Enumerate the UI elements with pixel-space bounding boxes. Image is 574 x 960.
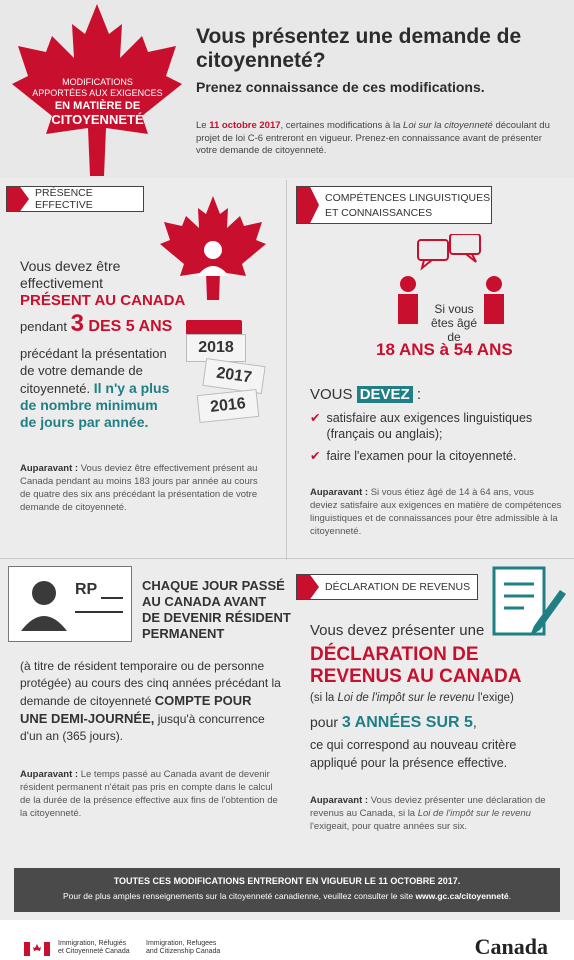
vertical-divider [286,180,287,560]
badge-line: APPORTÉES AUX EXIGENCES [32,88,163,98]
must-part: VOUS [310,386,357,403]
list-item [310,410,564,442]
government-footer [0,920,574,960]
pr-body-part: jusqu'à concurrence d'un an (365 jours). [20,712,265,743]
arrow-icon [297,575,319,599]
tax-line: Vous devez présenter une [310,622,485,639]
age-line: êtes âgé de [430,316,478,344]
canada-flag-icon [24,942,50,956]
arrow-icon [297,187,319,223]
tax-part: pour [310,714,342,730]
footer-info-text: Pour de plus amples renseignements sur la citoyenneté canadienne, veuillez consulter le site [62,891,416,901]
presence-line: PRÉSENT AU CANADA [20,292,186,309]
calendar-year: 2017 [202,358,265,394]
intro-part: Le [196,120,210,131]
list-item-line: (français ou anglais); [326,427,443,441]
pr-body-part: (à titre de résident temporaire ou de personne protégée) au cours des cinq années précédant la demande de citoyenneté [20,659,281,708]
before-text: Si vous étiez âgé de 14 à 64 ans, vous deviez satisfaire aux exigences en matière de compétences linguistiques et de connaissances pour être admissible à la citoyenneté. [310,487,562,537]
document-pen-icon [490,564,568,644]
presence-line: effectivement [20,275,104,291]
presence-line: de votre demande de [20,363,143,378]
list-item-text: faire l'examen pour la citoyenneté. [326,449,517,463]
maple-leaf-person-icon [150,194,276,304]
dept-line: Immigration, Réfugiés [58,940,127,947]
calendar-year: 2016 [197,389,260,423]
before-text: Vous deviez présenter une déclaration de revenus au Canada, si la [310,795,546,819]
tax-line: REVENUS AU CANADA [310,666,522,687]
horizontal-divider [0,558,574,559]
check-icon: ✔ [310,411,321,425]
must-heading [310,386,421,403]
person-icon [19,577,69,631]
tax-law: Loi de l'impôt sur le revenu [337,692,475,704]
tag-language [296,186,492,224]
pr-body-emphasis: COMPTE POUR UNE DEMI-JOURNÉE, [20,693,252,726]
intro-text [196,120,556,158]
language-before [310,486,562,538]
presence-line: Vous devez être [20,258,121,274]
tax-line [310,714,477,732]
tax-part: l'exige) [474,692,514,704]
dept-line: et Citoyenneté Canada [58,948,130,955]
pr-heading-line: PERMANENT [142,626,225,641]
tax-line: DÉCLARATION DE [310,644,479,665]
tag-tax [296,574,478,600]
age-line: Si vous [434,302,474,316]
presence-number: 3 [70,310,84,337]
before-text: l'exigeait, pour quatre années sur six. [310,821,468,832]
canada-wordmark: Canada [474,934,548,959]
before-law: Loi de l'impôt sur le revenu [417,808,531,819]
list-item-text [326,410,532,442]
intro-law: Loi sur la citoyenneté [403,120,493,131]
tax-line [310,692,514,704]
age-text [426,302,482,344]
before-label: Auparavant : [20,463,81,474]
before-label: Auparavant : [310,487,371,498]
footer-link[interactable]: www.gc.ca/citoyenneté [415,891,509,901]
tag-label-line: ET CONNAISSANCES [325,207,433,219]
tag-presence [6,186,144,212]
requirements-list [310,410,564,464]
check-icon: ✔ [310,449,321,463]
tag-label: PRÉSENCE EFFECTIVE [35,187,93,211]
footer-info-text: . [508,891,512,901]
must-part: : [412,386,422,403]
page-subtitle: Prenez connaissance de ces modifications. [196,79,485,95]
tax-part: , [472,714,477,730]
tax-before [310,794,564,833]
pr-heading [142,578,291,642]
must-word: DEVEZ [357,386,413,403]
intro-part: découlant du projet de loi C-6 entreront en vigueur. Prenez-en connaissance avant de présenter votre demande de citoyenneté. [196,120,550,156]
dept-name-en [146,940,220,956]
tag-label: DÉCLARATION DE REVENUS [325,581,471,593]
badge-line: MODIFICATIONS [62,77,133,87]
tag-label [325,191,490,221]
footer-info [14,886,560,901]
badge-line: CITOYENNETÉ [51,112,144,127]
badge-text [10,77,185,127]
presence-part: DES 5 ANS [83,318,173,335]
presence-line: précédant la présentation [20,346,167,361]
badge-line: EN MATIÈRE DE [54,100,141,112]
page-title: Vous présentez une demande de citoyenneté? [196,25,522,72]
presence-line [20,310,173,337]
calendar-icon [186,320,278,430]
pr-heading-line: DE DEVENIR RÉSIDENT [142,610,291,625]
presence-line [20,380,169,397]
before-text: Le temps passé au Canada avant de devenir résident permanent n'était pas pris en compte dans le calcul de la durée de la présence effective aux fins de l'obtention de la citoyenneté. [20,769,278,819]
list-item [310,448,564,464]
pr-card-label: RP [75,581,98,598]
pr-heading-line: CHAQUE JOUR PASSÉ [142,578,285,593]
calendar-year: 2018 [186,334,246,362]
presence-part: Il n'y a plus [93,380,170,396]
intro-date: 11 octobre 2017 [209,120,281,131]
dept-line: Immigration, Refugees [146,940,217,947]
before-text: Vous deviez être effectivement présent au Canada pendant au moins 183 jours par année au cours de quatre des six ans précédant la présentation de votre demande de citoyenneté. [20,463,258,513]
tax-line: appliqué pour la présence effective. [310,756,508,770]
pr-heading-line: AU CANADA AVANT [142,594,267,609]
presence-line: de nombre minimum [20,397,158,413]
tag-label-line: COMPÉTENCES LINGUISTIQUES [325,192,491,204]
presence-line: de jours par année. [20,414,149,430]
age-range: 18 ANS à 54 ANS [376,340,513,359]
maple-leaf-badge [10,0,185,178]
dept-name-fr [58,940,130,956]
dept-line: and Citizenship Canada [146,948,221,955]
tax-emphasis: 3 ANNÉES SUR 5 [341,714,473,731]
arrow-icon [7,187,29,211]
pr-before [20,768,282,820]
presence-before [20,462,270,514]
card-line [75,611,123,613]
footer-banner [14,868,560,912]
pr-card-icon [8,566,132,642]
pr-body [20,658,282,745]
before-label: Auparavant : [310,795,371,806]
calendar-header [186,320,242,334]
footer-headline: TOUTES CES MODIFICATIONS ENTRERONT EN VIGUEUR LE 11 OCTOBRE 2017. [113,876,461,886]
card-line [101,597,123,599]
tax-part: (si la [310,692,338,704]
before-label: Auparavant : [20,769,81,780]
tax-line: ce qui correspond au nouveau critère [310,738,517,752]
presence-part: pendant [20,319,71,334]
intro-part: , certaines modifications à la [280,120,404,131]
list-item-line: satisfaire aux exigences linguistiques [326,411,533,425]
presence-part: citoyenneté. [20,381,94,396]
